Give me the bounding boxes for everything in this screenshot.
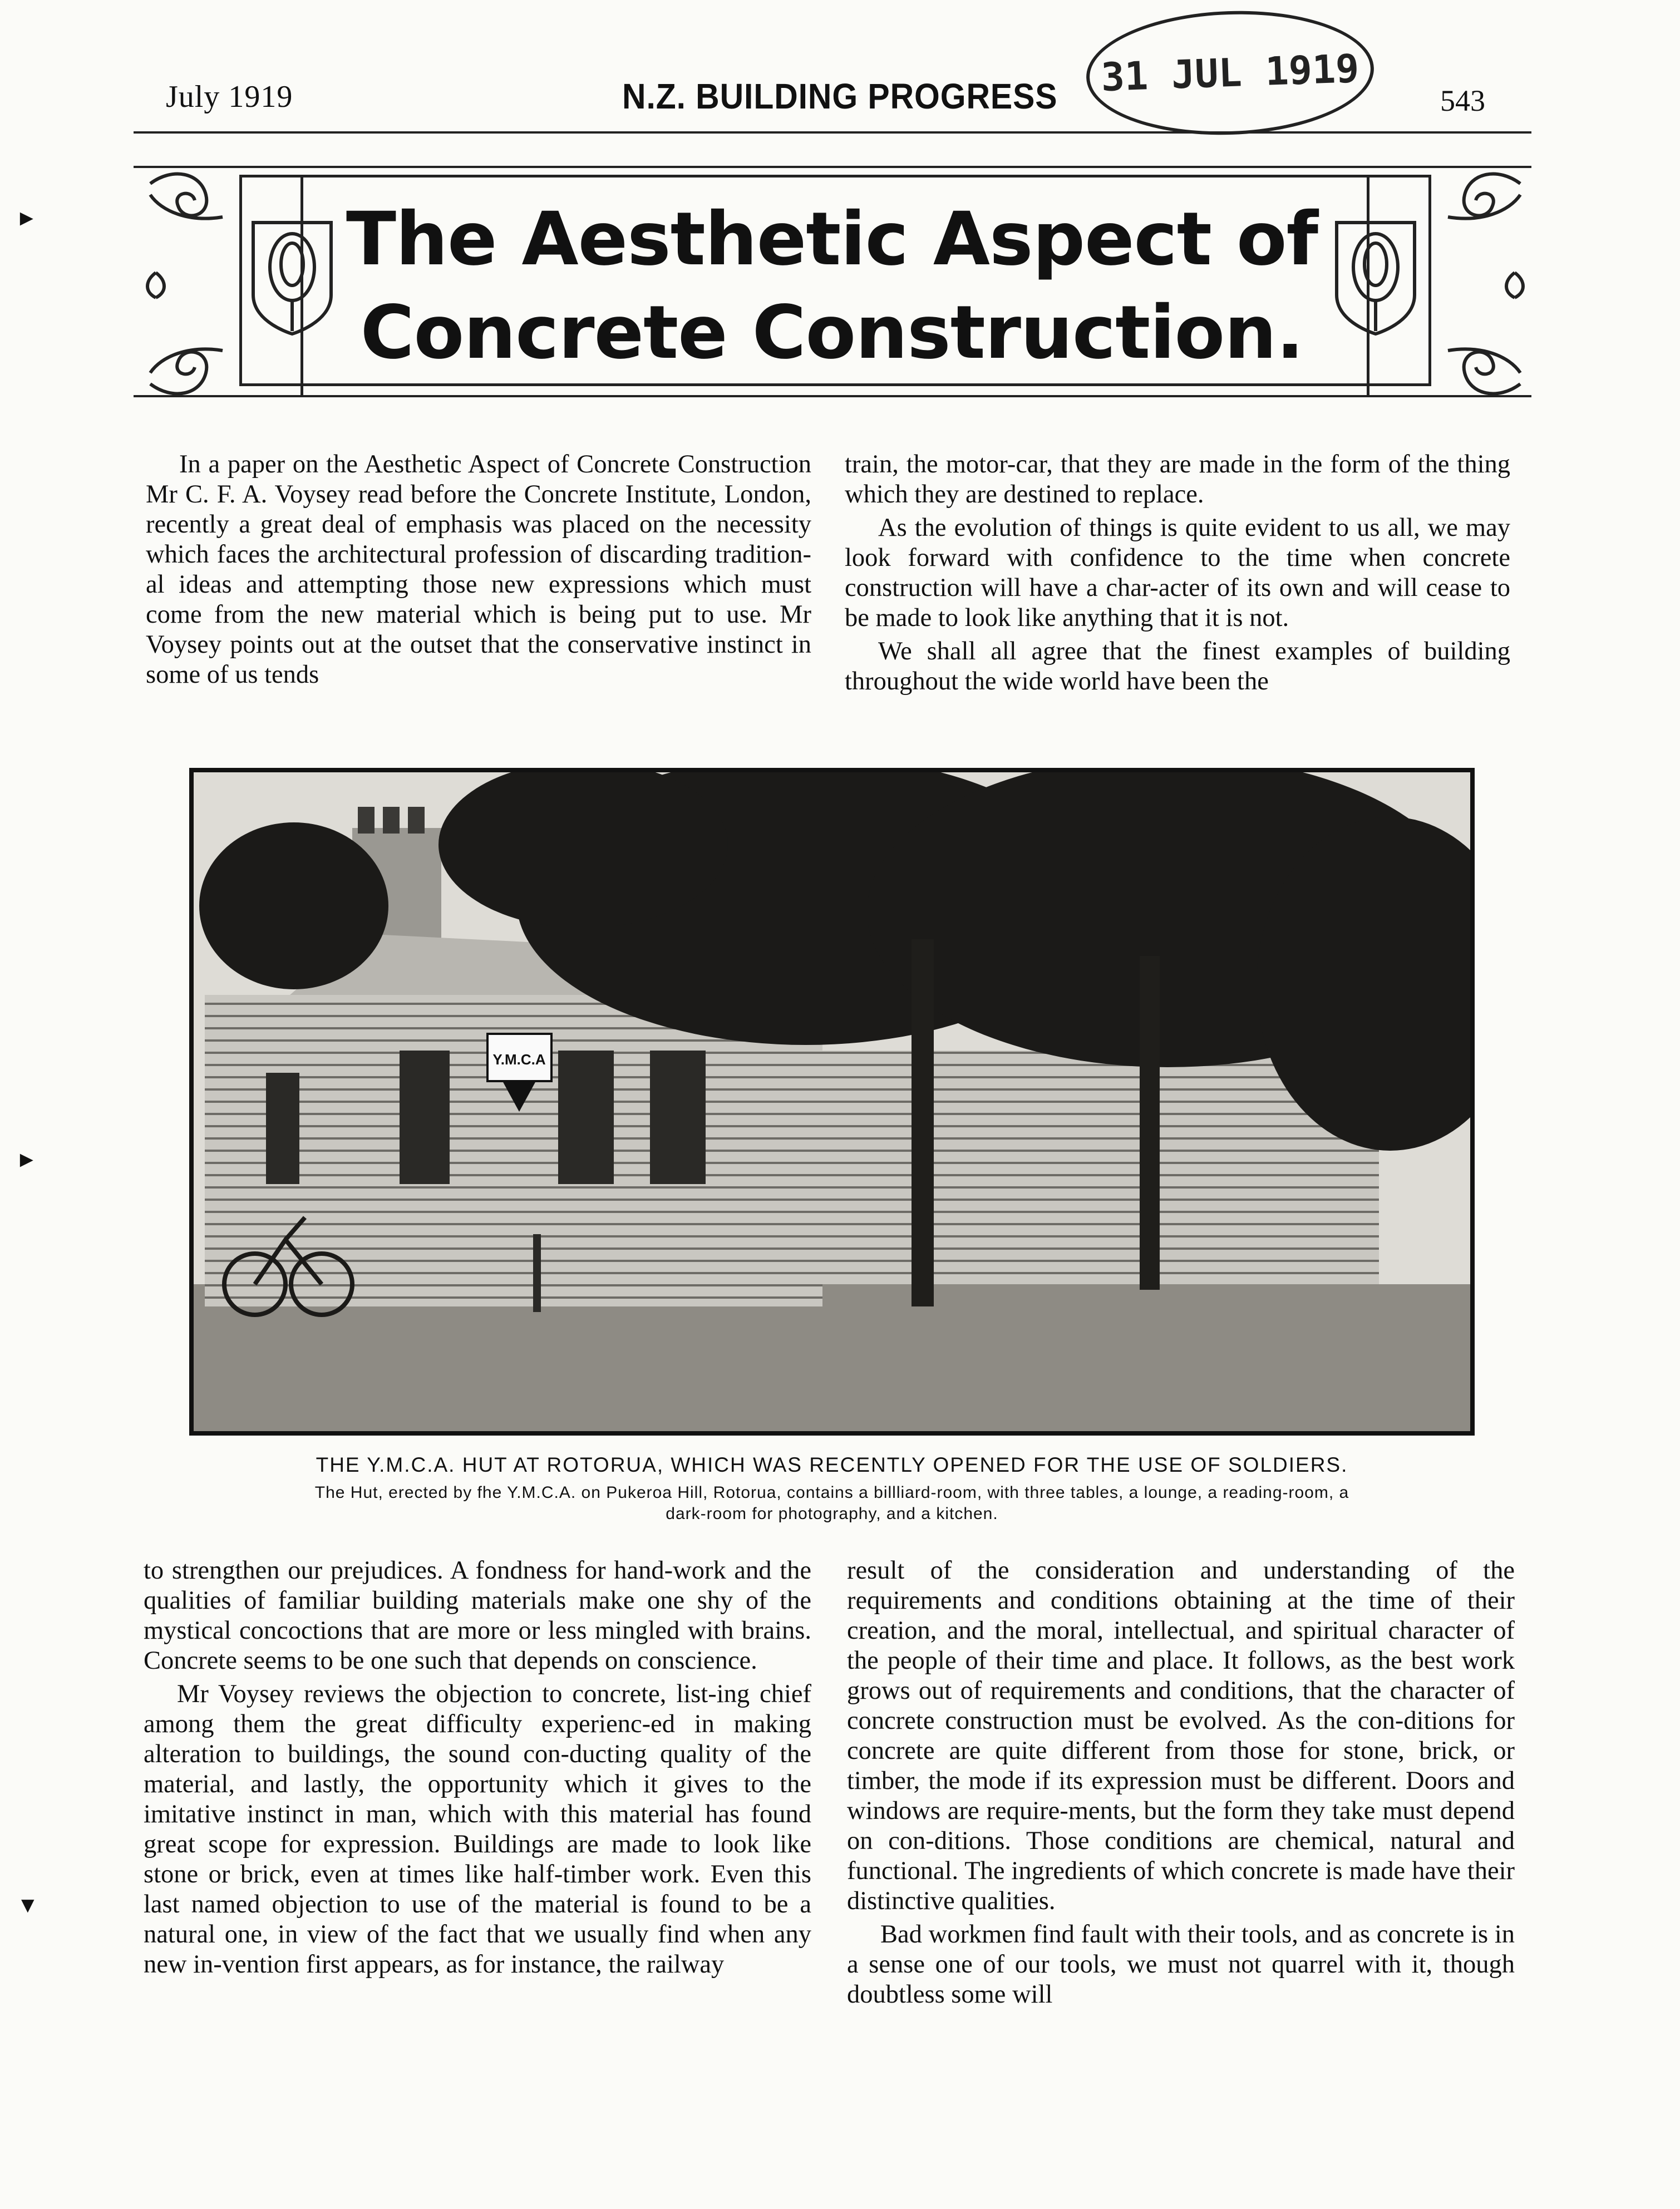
title-banner xyxy=(134,161,1531,411)
column-1-top xyxy=(146,450,811,690)
tree-trunk xyxy=(1140,956,1160,1290)
article-title xyxy=(323,193,1341,379)
ymca-sign-text: Y.M.C.A xyxy=(492,1051,546,1068)
column-1-bottom xyxy=(144,1556,811,1980)
photo-subcaption xyxy=(189,1482,1475,1525)
window xyxy=(400,1051,450,1184)
photo-caption: THE Y.M.C.A. HUT AT ROTORUA, WHICH WAS RECENTLY OPENED FOR THE USE OF SOLDIERS. xyxy=(316,1453,1348,1476)
paragraph: to strengthen our prejudices. A fondness for hand-work and the qualities of familiar building materials make one shy of the mystical concoctions that are more or less mingled with brains. Concrete seems to be one such that depends on conscience. xyxy=(144,1556,811,1675)
page-number: 543 xyxy=(1440,84,1485,117)
banner-bottom-rule xyxy=(134,395,1531,397)
margin-arrow-icon: ▼ xyxy=(17,1892,39,1917)
photo-illustration xyxy=(194,772,1470,1431)
paragraph: result of the consideration and understanding of the requirements and conditions obtaining at the time of their creation, and the moral, intellectual, and spiritual character of the people of their time and place. It follows, as the best work grows out of requirements and conditions, that the character of concrete construction must be evolved. As the con-ditions for concrete are quite different from those for stone, brick, or timber, the mode if its expression must be different. Doors and windows are require-ments, but the form they take must depend on con-ditions. Those conditions are chemical, natural and functional. The ingredients of which concrete is made have their distinctive qualities. xyxy=(847,1556,1515,1915)
paragraph: Bad workmen find fault with their tools, and as concrete is in a sense one of our tools, we must not quarrel with it, though doubtless some will xyxy=(847,1920,1515,2009)
tree-trunk xyxy=(912,939,934,1306)
stamp-date: 31 JUL 1919 xyxy=(1100,45,1360,101)
window xyxy=(558,1051,614,1184)
banner-top-rule xyxy=(134,166,1531,168)
window xyxy=(650,1051,706,1184)
paragraph: Mr Voysey reviews the objection to concrete, list-ing chief among them the great difficulty experienc-ed in making alteration to buildings, the sound con-ducting quality of the material, and lastly, the opportunity which it gives to the imitative instinct in man, which with this material has found great scope for expression. Buildings are made to look like stone or brick, even at times like half-timber work. Even this last named objection to use of the material is found to be a natural one, in view of the fact that we usually find when any new in-vention first appears, as for instance, the railway xyxy=(144,1680,811,1979)
window xyxy=(266,1073,299,1184)
paragraph: train, the motor-car, that they are made in the form of the thing which they are destined to replace. xyxy=(845,450,1510,509)
title-line-2: Concrete Construction. xyxy=(360,290,1304,376)
subcaption-line-1: The Hut, erected by fhe Y.M.C.A. on Pukeroa Hill, Rotorua, contains a billliard-room, with three tables, a lounge, a reading-room, a xyxy=(314,1483,1349,1502)
left-scroll-ornament-icon xyxy=(139,161,245,406)
paragraph: In a paper on the Aesthetic Aspect of Concrete Construction Mr C. F. A. Voysey read before the Concrete Institute, London, recently a great deal of emphasis was placed on the necessity which faces the architectural profession of discarding tradition-al ideas and attempting those new expressions which must come from the new material which is being put to use. Mr Voysey points out at the outset that the conservative instinct in some of us tends xyxy=(146,450,811,689)
column-2-bottom xyxy=(847,1556,1515,2010)
margin-arrow-icon: ► xyxy=(16,1147,38,1172)
column-2-top xyxy=(845,450,1510,697)
fence-post xyxy=(533,1234,541,1312)
title-line-1: The Aesthetic Aspect of xyxy=(346,196,1318,282)
received-stamp xyxy=(1084,6,1376,140)
right-scroll-ornament-icon xyxy=(1426,161,1531,406)
header-rule xyxy=(134,131,1531,134)
paragraph: We shall all agree that the finest examples of building throughout the wide world have been the xyxy=(845,637,1510,696)
margin-arrow-icon: ► xyxy=(16,205,38,230)
header-date: July 1919 xyxy=(166,80,293,114)
subcaption-line-2: dark-room for photography, and a kitchen. xyxy=(666,1505,998,1523)
paragraph: As the evolution of things is quite evident to us all, we may look forward with confidence to the time when concrete construction will have a char-acter of its own and will cease to be made to look like anything that it is not. xyxy=(845,514,1510,632)
journal-title: N.Z. BUILDING PROGRESS xyxy=(622,76,1058,116)
ymca-hut-photo xyxy=(189,768,1475,1436)
